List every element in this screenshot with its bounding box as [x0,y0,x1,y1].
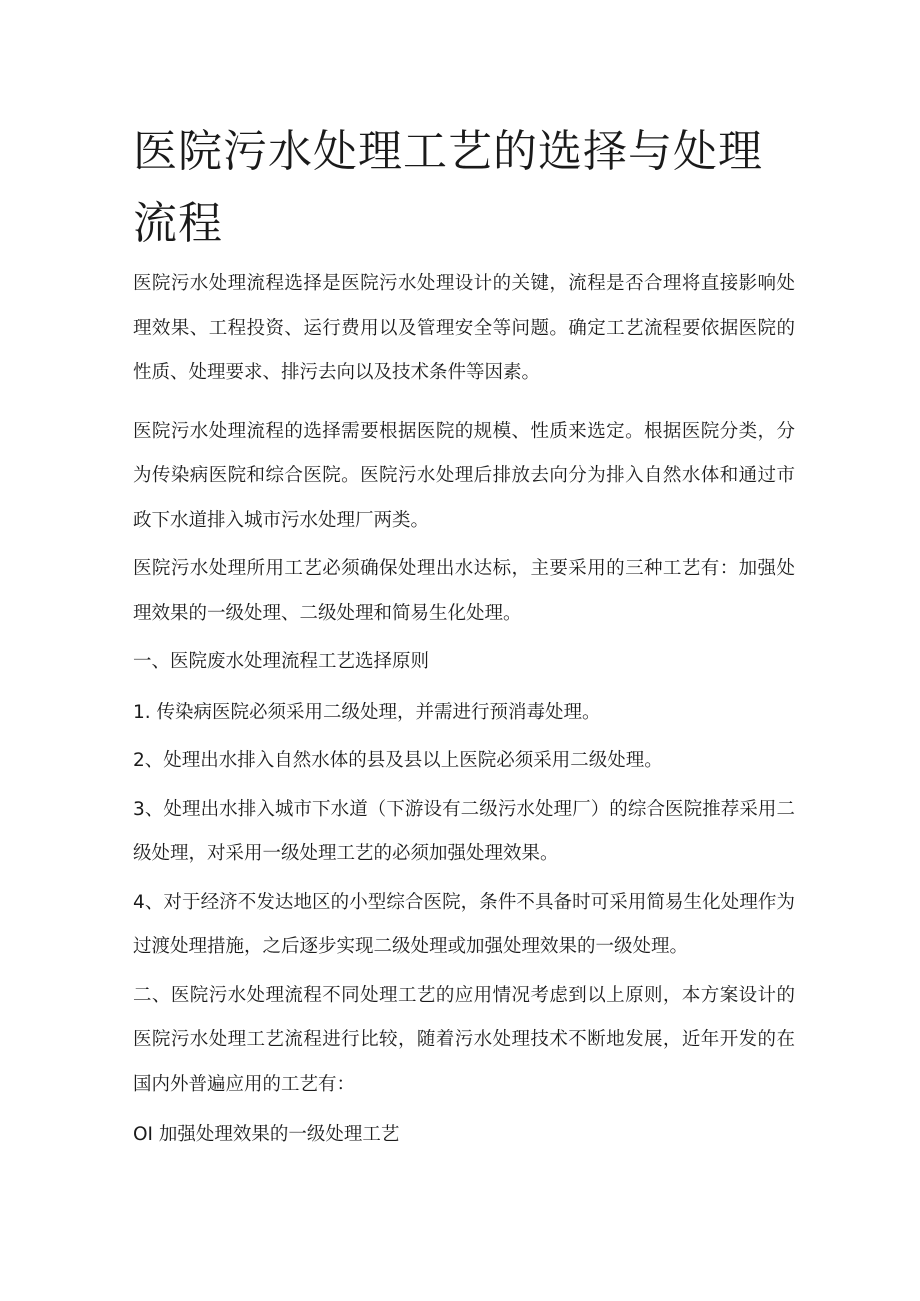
principle-item-1: 1. 传染病医院必须采用二级处理，并需进行预消毒处理。 [133,701,601,723]
section-heading-2: 二、医院污水处理流程不同处理工艺的应用情况考虑到以上原则，本方案设计的医院污水处理工艺流程进行比较，随着污水处理技术不断地发展，近年开发的在国内外普遍应用的工艺有： [133,984,795,1095]
process-subheading-1: OI 加强处理效果的一级处理工艺 [133,1124,400,1145]
process-types-paragraph: 医院污水处理所用工艺必须确保处理出水达标，主要采用的三种工艺有：加强处理效果的一级处理、二级处理和简易生化处理。 [133,558,795,624]
document-title: 医院污水处理工艺的选择与处理流程 [133,126,763,249]
principle-item-3: 3、处理出水排入城市下水道（下游设有二级污水处理厂）的综合医院推荐采用二级处理，对采用一级处理工艺的必须加强处理效果。 [133,798,795,864]
intro-paragraph: 医院污水处理流程选择是医院污水处理设计的关键，流程是否合理将直接影响处理效果、工程投资、运行费用以及管理安全等问题。确定工艺流程要依据医院的性质、处理要求、排污去向以及技术条件等因素。 [133,273,795,383]
section-heading-1: 一、医院废水处理流程工艺选择原则 [133,651,430,672]
principle-item-2: 2、处理出水排入自然水体的县及县以上医院必须采用二级处理。 [133,750,663,771]
classification-paragraph: 医院污水处理流程的选择需要根据医院的规模、性质来选定。根据医院分类，分为传染病医院和综合医院。医院污水处理后排放去向分为排入自然水体和通过市政下水道排入城市污水处理厂两类。 [133,420,795,531]
principle-item-4: 4、对于经济不发达地区的小型综合医院，条件不具备时可采用简易生化处理作为过渡处理措施，之后逐步实现二级处理或加强处理效果的一级处理。 [133,891,795,957]
document-body [133,262,795,1158]
